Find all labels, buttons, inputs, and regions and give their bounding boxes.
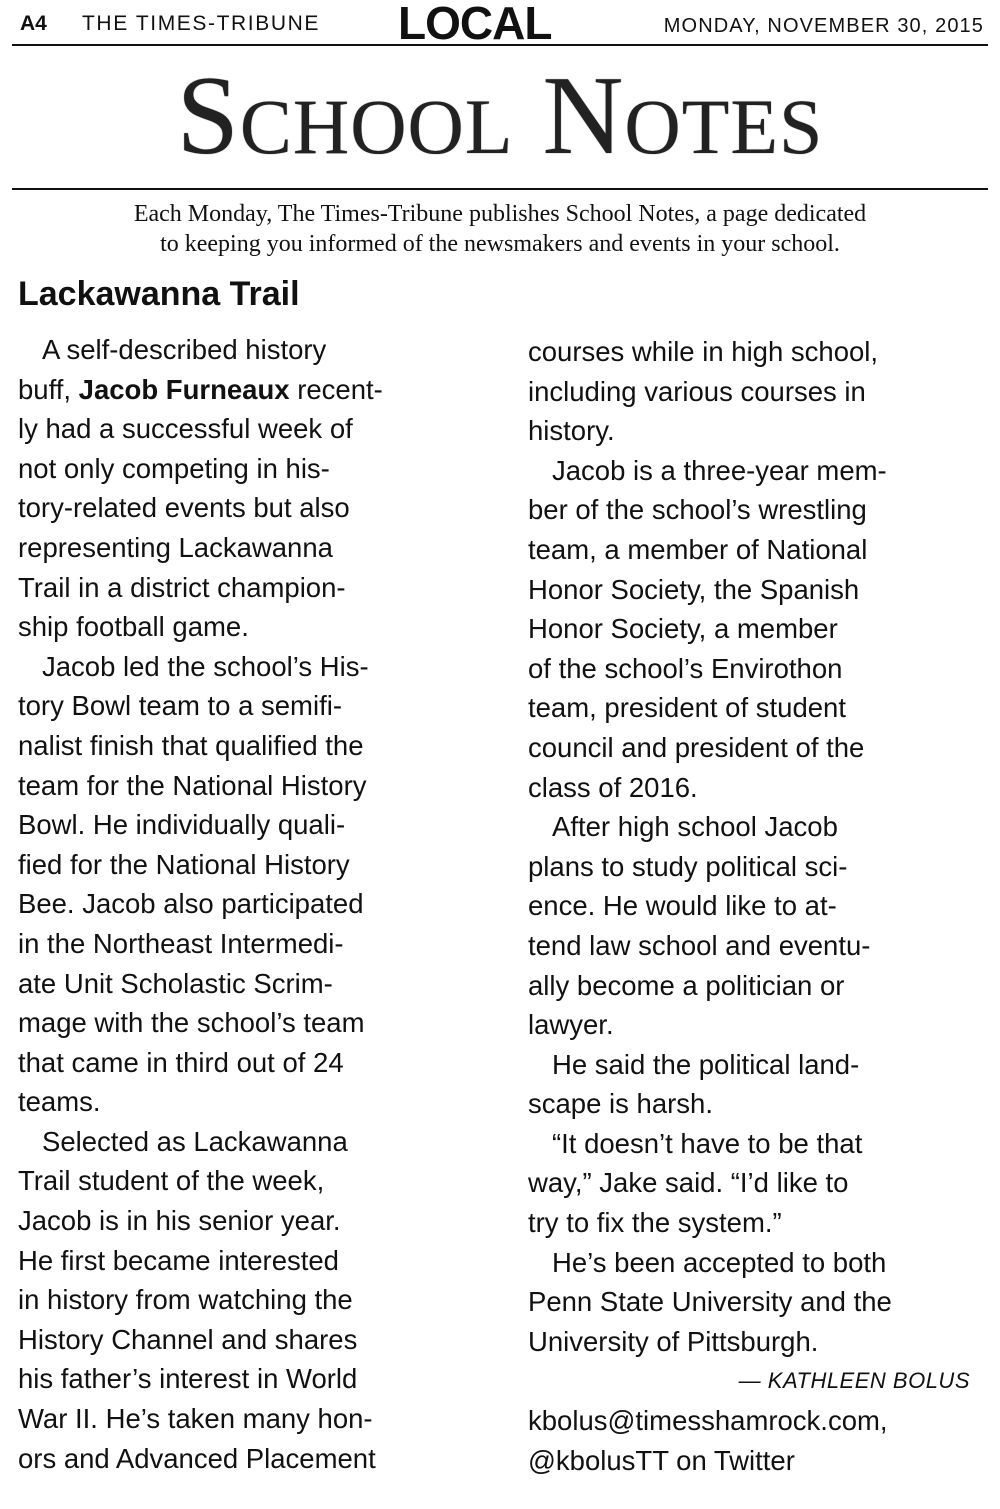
text-line: He’s been accepted to both [552, 1246, 887, 1278]
header-rule [12, 44, 988, 46]
text-line: He first became interested [18, 1244, 339, 1276]
paper-name: THE TIMES-TRIBUNE [82, 12, 320, 35]
text-line: ors and Advanced Placement [18, 1442, 376, 1474]
text-line: ly had a successful week of [18, 413, 353, 445]
text-line: ber of the school’s wrestling [528, 494, 867, 526]
article-column-left [18, 330, 484, 1478]
text-line: ally become a politician or [528, 969, 845, 1001]
text-line: representing Lackawanna [18, 531, 333, 563]
text-line [18, 370, 484, 410]
text-line: scape is harsh. [528, 1088, 713, 1120]
text-line: ate Unit Scholastic Scrim- [18, 967, 333, 999]
text-line: his father’s interest in World [18, 1363, 358, 1395]
text-line: “It doesn’t have to be that [552, 1127, 863, 1159]
text-line: nalist finish that qualified the [18, 729, 364, 761]
page-number: A4 [20, 12, 47, 35]
text-line: in the Northeast Intermedi- [18, 927, 344, 959]
text-line: Selected as Lackawanna [42, 1125, 348, 1157]
text-line: class of 2016. [528, 771, 698, 803]
text-line: lawyer. [528, 1009, 614, 1041]
text-line: A self-described history [42, 334, 327, 365]
text-line: Trail student of the week, [18, 1165, 325, 1197]
section-name: LOCAL [398, 0, 552, 49]
text-line: team, president of student [528, 692, 846, 724]
text-line: mage with the school’s team [18, 1007, 365, 1039]
text-line: that came in third out of 24 [18, 1046, 344, 1078]
text-line: Bowl. He individually quali- [18, 809, 346, 841]
text-line: council and president of the [528, 731, 865, 763]
text-line: ship football game. [18, 611, 249, 643]
text-line: courses while in high school, [528, 336, 879, 367]
intro-line: to keeping you informed of the newsmakers and events in your school. [160, 231, 840, 257]
text-line: Jacob led the school’s His- [42, 650, 369, 682]
text-line: teams. [18, 1086, 101, 1118]
article-headline: Lackawanna Trail [18, 275, 300, 313]
text-line: Honor Society, a member [528, 613, 838, 645]
text-line: way,” Jake said. “I’d like to [528, 1167, 849, 1199]
text-line: plans to study political sci- [528, 850, 848, 882]
text-line: team for the National History [18, 769, 367, 801]
text-line: Jacob is a three-year mem- [552, 454, 887, 486]
text-line: team, a member of National [528, 533, 868, 565]
text-line: Honor Society, the Spanish [528, 573, 860, 605]
text-fragment: buff, [18, 373, 79, 405]
text-line: University of Pittsburgh. [528, 1325, 819, 1357]
text-line: ence. He would like to at- [528, 890, 837, 922]
text-line: Bee. Jacob also participated [18, 888, 364, 920]
text-line: War II. He’s taken many hon- [18, 1403, 373, 1435]
text-line: of the school’s Envirothon [528, 652, 843, 684]
text-line: fied for the National History [18, 848, 350, 880]
text-line: history. [528, 415, 615, 447]
text-line: After high school Jacob [552, 811, 838, 843]
text-line: try to fix the system.” [528, 1207, 782, 1239]
intro-line: Each Monday, The Times-Tribune publishes School Notes, a page dedicated [133, 201, 867, 227]
text-line: History Channel and shares [18, 1323, 358, 1355]
text-line: Jacob is in his senior year. [18, 1205, 341, 1237]
text-line: in history from watching the [18, 1284, 353, 1316]
text-line: tory-related events but also [18, 492, 350, 524]
masthead-rule [12, 188, 988, 190]
text-line: He said the political land- [552, 1048, 860, 1080]
masthead-title: School Notes [176, 54, 824, 178]
text-line: including various courses in [528, 375, 866, 407]
text-line: not only competing in his- [18, 452, 330, 484]
article-column-right [528, 332, 998, 1480]
text-line: Penn State University and the [528, 1286, 892, 1318]
byline: — KATHLEEN BOLUS [738, 1368, 970, 1394]
text-fragment: recent- [289, 373, 383, 405]
text-line: tend law school and eventu- [528, 929, 871, 961]
page-header [0, 0, 1000, 49]
text-line: Trail in a district champion- [18, 571, 346, 603]
author-twitter: @kbolusTT on Twitter [528, 1444, 795, 1476]
text-line: tory Bowl team to a semifi- [18, 690, 342, 722]
student-name: Jacob Furneaux [78, 373, 290, 405]
issue-date: MONDAY, NOVEMBER 30, 2015 [663, 15, 984, 37]
author-email: kbolus@timesshamrock.com, [528, 1405, 888, 1437]
masthead-intro [0, 199, 1000, 259]
